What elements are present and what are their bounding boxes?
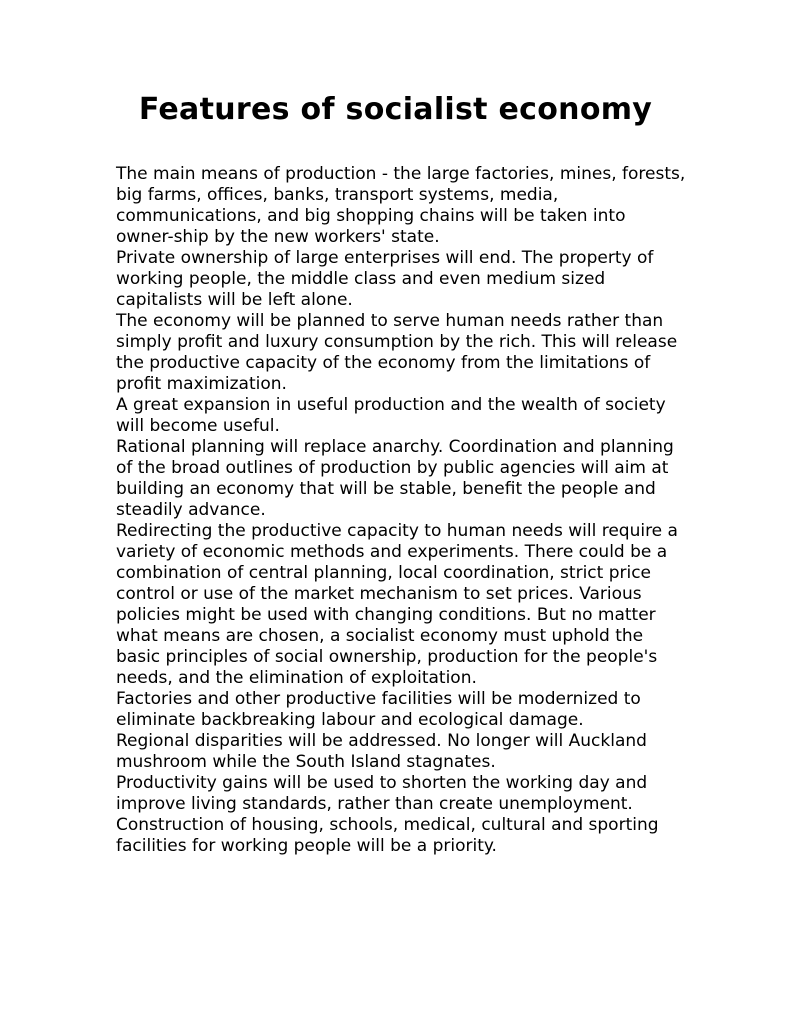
paragraph-private-ownership: Private ownership of large enterprises will end. The property of working people, the middle class and even medium sized capitalists will be left alone.	[116, 248, 654, 310]
paragraph-regional-disparities: Regional disparities will be addressed. No longer will Auckland mushroom while the South Island stagnates.	[116, 731, 647, 772]
paragraph-modernization: Factories and other productive facilities will be modernized to eliminate backbreaking labour and ecological damage.	[116, 689, 641, 730]
paragraph-means-of-production: The main means of production - the large factories, mines, forests, big farms, offices, banks, transport systems, media, communications, and big shopping chains will be taken into owner-ship by the new workers' state.	[116, 164, 686, 247]
paragraph-planned-economy: The economy will be planned to serve human needs rather than simply profit and luxury consumption by the rich. This will release the productive capacity of the economy from the limitations of profit maximization.	[116, 311, 678, 394]
paragraph-economic-methods: Redirecting the productive capacity to human needs will require a variety of economic methods and experiments. There could be a combination of central planning, local coordination, strict price control or use of the market mechanism to set prices. Various policies might be used with changing conditions. But no matter what means are chosen, a socialist economy must uphold the basic principles of social ownership, production for the people's needs, and the elimination of exploitation.	[116, 521, 678, 688]
document-body	[116, 164, 686, 857]
document-title: Features of socialist economy	[138, 92, 653, 127]
paragraph-productivity-gains: Productivity gains will be used to shorten the working day and improve living standards, rather than create unemployment. Construction of housing, schools, medical, cultural and sporting facilities for working people will be a priority.	[116, 773, 659, 856]
paragraph-rational-planning: Rational planning will replace anarchy. Coordination and planning of the broad outlines of production by public agencies will aim at building an economy that will be stable, benefit the people and steadily advance.	[116, 437, 674, 520]
paragraph-expansion: A great expansion in useful production and the wealth of society will become useful.	[116, 395, 666, 436]
